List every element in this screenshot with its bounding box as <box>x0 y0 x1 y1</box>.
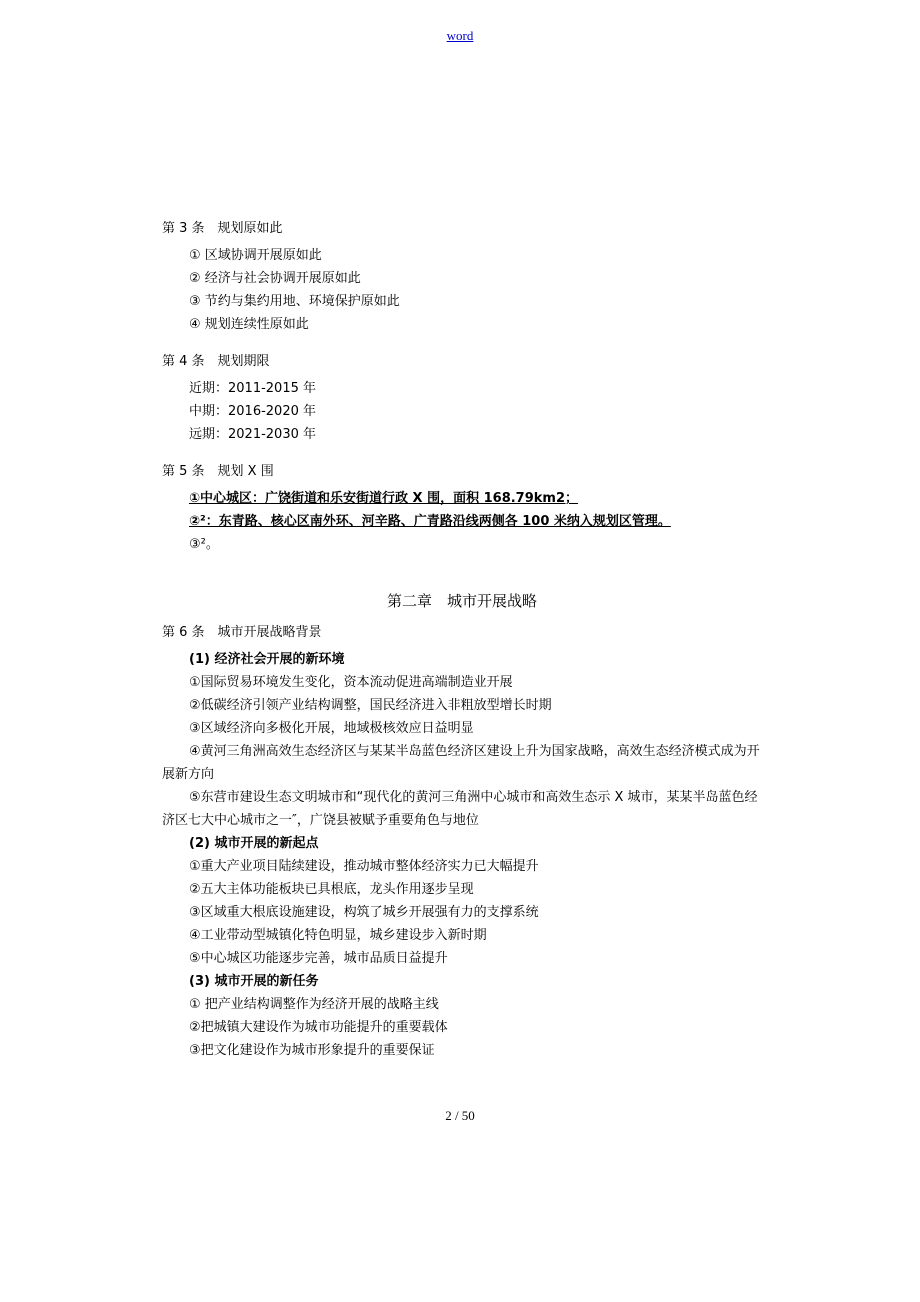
list-item: 中期：2016-2020 年 <box>189 404 316 419</box>
list-item: ③区域经济向多极化开展，地域极核效应日益明显 <box>189 721 474 736</box>
article-6-body <box>162 648 762 1062</box>
article-4-title: 第 4 条 规划期限 <box>162 354 270 369</box>
list-item: ③区域重大根底设施建设，构筑了城乡开展强有力的支撑系统 <box>189 905 539 920</box>
article-6-title: 第 6 条 城市开展战略背景 <box>162 625 322 640</box>
list-item: ⑤东营市建设生态文明城市和“现代化的黄河三角洲中心城市和高效生态示 X 城市，某某半岛蓝色经济区七大中心城市之一″，广饶县被赋予重要角色与地位 <box>162 790 758 828</box>
list-item: ① 区域协调开展原如此 <box>189 248 322 263</box>
subsection-heading: (2) 城市开展的新起点 <box>189 836 319 851</box>
article-5-list <box>162 487 762 556</box>
chapter-title: 第二章 城市开展战略 <box>386 592 537 610</box>
list-item: ①中心城区：广饶街道和乐安街道行政 X 围，面积 168.79km2； <box>189 491 579 506</box>
list-item: ③把文化建设作为城市形象提升的重要保证 <box>189 1043 435 1058</box>
list-item: ①重大产业项目陆续建设，推动城市整体经济实力已大幅提升 <box>189 859 539 874</box>
list-item: ④ 规划连续性原如此 <box>189 317 309 332</box>
list-item: ②低碳经济引领产业结构调整，国民经济进入非粗放型增长时期 <box>189 698 552 713</box>
list-item: ② 经济与社会协调开展原如此 <box>189 271 361 286</box>
subsection-heading: (1) 经济社会开展的新环境 <box>189 652 345 667</box>
list-item: ②把城镇大建设作为城市功能提升的重要载体 <box>189 1020 448 1035</box>
list-item: ③²。 <box>189 537 219 552</box>
list-item: ②五大主体功能板块已具根底，龙头作用逐步呈现 <box>189 882 474 897</box>
article-3-list <box>162 244 762 336</box>
list-item: ④黄河三角洲高效生态经济区与某某半岛蓝色经济区建设上升为国家战略，高效生态经济模式成为开展新方向 <box>162 744 760 782</box>
list-item: ①国际贸易环境发生变化，资本流动促进高端制造业开展 <box>189 675 513 690</box>
list-item: ③ 节约与集约用地、环境保护原如此 <box>189 294 400 309</box>
article-3-title: 第 3 条 规划原如此 <box>162 221 283 236</box>
article-5-title: 第 5 条 规划 X 围 <box>162 464 274 479</box>
subsection-heading: (3) 城市开展的新任务 <box>189 974 319 989</box>
document-body <box>162 217 762 1062</box>
article-4-list <box>162 377 762 446</box>
list-item: ① 把产业结构调整作为经济开展的战略主线 <box>189 997 439 1012</box>
list-item: 远期：2021-2030 年 <box>189 427 316 442</box>
list-item: 近期：2011-2015 年 <box>189 381 316 396</box>
list-item: ②²：东青路、核心区南外环、河辛路、广青路沿线两侧各 100 米纳入规划区管理。 <box>189 514 671 529</box>
page-number: 2 / 50 <box>445 1108 475 1123</box>
list-item: ⑤中心城区功能逐步完善，城市品质日益提升 <box>189 951 448 966</box>
page-header[interactable]: word <box>446 28 474 43</box>
list-item: ④工业带动型城镇化特色明显，城乡建设步入新时期 <box>189 928 487 943</box>
